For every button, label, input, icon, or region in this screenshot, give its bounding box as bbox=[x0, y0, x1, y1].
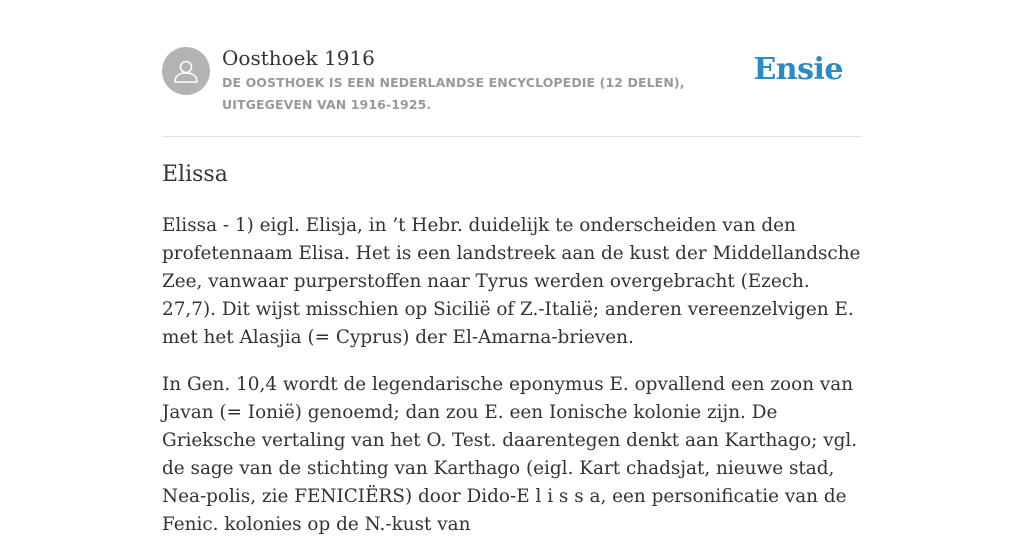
entry-title: Elissa bbox=[162, 162, 228, 187]
source-name[interactable]: Oosthoek 1916 bbox=[222, 46, 375, 70]
entry-paragraph: Elissa - 1) eigl. Elisja, in ’t Hebr. duidelijk te onderscheiden van den profetennaam Elisa. Het is een landstreek aan de kust der Middellandsche Zee, vanwaar purperstoffen naar Tyrus werden overgebracht (Ezech. 27,7). Dit wijst misschien op Sicilië of Z.-Italië; anderen vereenzelvigen E. met het Alasjia (= Cyprus) der El-Amarna-brieven. bbox=[162, 215, 861, 348]
source-header bbox=[162, 46, 862, 137]
source-description: DE OOSTHOEK IS EEN NEDERLANDSE ENCYCLOPEDIE (12 DELEN), UITGEGEVEN VAN 1916-1925. bbox=[222, 75, 685, 112]
ensie-logo[interactable]: Ensie bbox=[753, 52, 843, 87]
entry-content bbox=[162, 158, 862, 558]
entry-paragraph: In Gen. 10,4 wordt de legendarische eponymus E. opvallend een zoon van Javan (= Ionië) genoemd; dan zou E. een Ionische kolonie zijn. De Grieksche vertaling van het O. Test. daarentegen denkt aan Karthago; vgl. de sage van de stichting van Karthago (eigl. Kart chadsjat, nieuwe stad, Nea-polis, zie FENICIËRS) door Dido-E l i s s a, een personificatie van de Fenic. kolonies op de N.-kust van bbox=[162, 374, 858, 535]
source-avatar[interactable] bbox=[162, 47, 210, 95]
user-icon bbox=[162, 47, 210, 95]
entry-text bbox=[162, 212, 862, 539]
